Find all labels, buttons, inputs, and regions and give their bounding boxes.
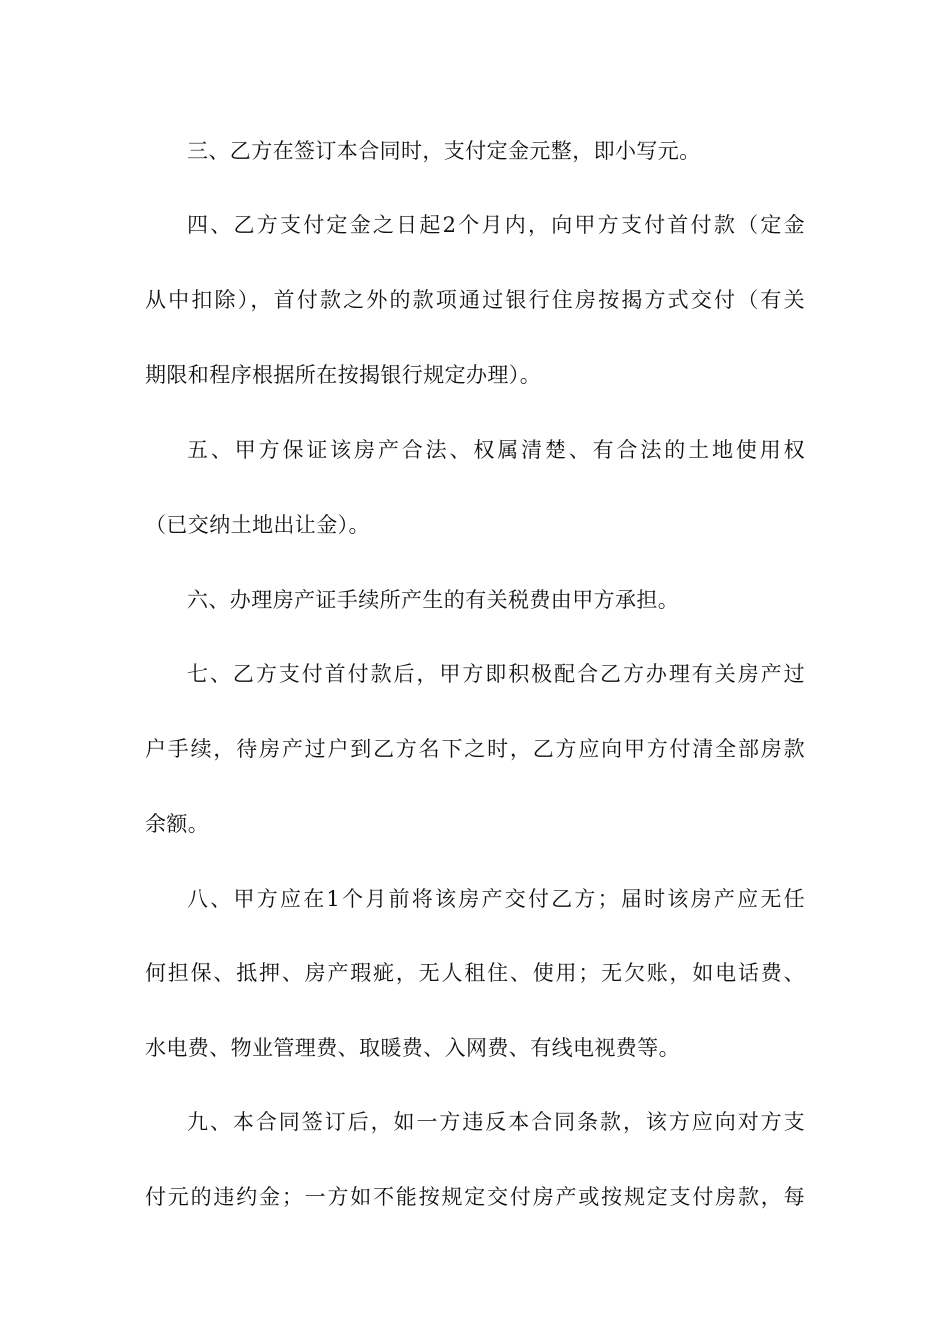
- clause-5-line-2: （已交纳土地出让金）。: [145, 513, 370, 537]
- clause-4-line-2: 从中扣除），首付款之外的款项通过银行住房按揭方式交付（有关: [145, 288, 805, 312]
- clause-8-line-3: 水电费、物业管理费、取暖费、入网费、有线电视费等。: [145, 1036, 680, 1060]
- clause-8-line-2: 何担保、抵押、房产瑕疵，无人租住、使用；无欠账，如电话费、: [145, 961, 805, 985]
- clause-4-line-1: 四、乙方支付定金之日起2个月内，向甲方支付首付款（定金: [187, 213, 805, 237]
- clause-9-line-2: 付元的违约金；一方如不能按规定交付房产或按规定支付房款，每: [145, 1185, 805, 1209]
- clause-7-line-1: 七、乙方支付首付款后，甲方即积极配合乙方办理有关房产过: [187, 662, 805, 686]
- clause-4-line-3: 期限和程序根据所在按揭银行规定办理）。: [145, 363, 542, 387]
- clause-5-line-1: 五、甲方保证该房产合法、权属清楚、有合法的土地使用权: [187, 438, 805, 462]
- clause-8-line-1: 八、甲方应在1个月前将该房产交付乙方；届时该房产应无任: [187, 887, 805, 911]
- clause-9-line-1: 九、本合同签订后，如一方违反本合同条款，该方应向对方支: [187, 1110, 805, 1134]
- clause-7-line-2: 户手续，待房产过户到乙方名下之时，乙方应向甲方付清全部房款: [145, 737, 805, 761]
- clause-6-line-1: 六、办理房产证手续所产生的有关税费由甲方承担。: [187, 588, 680, 612]
- clause-3-line-1: 三、乙方在签订本合同时，支付定金元整，即小写元。: [187, 139, 701, 163]
- clause-7-line-3: 余额。: [145, 812, 210, 836]
